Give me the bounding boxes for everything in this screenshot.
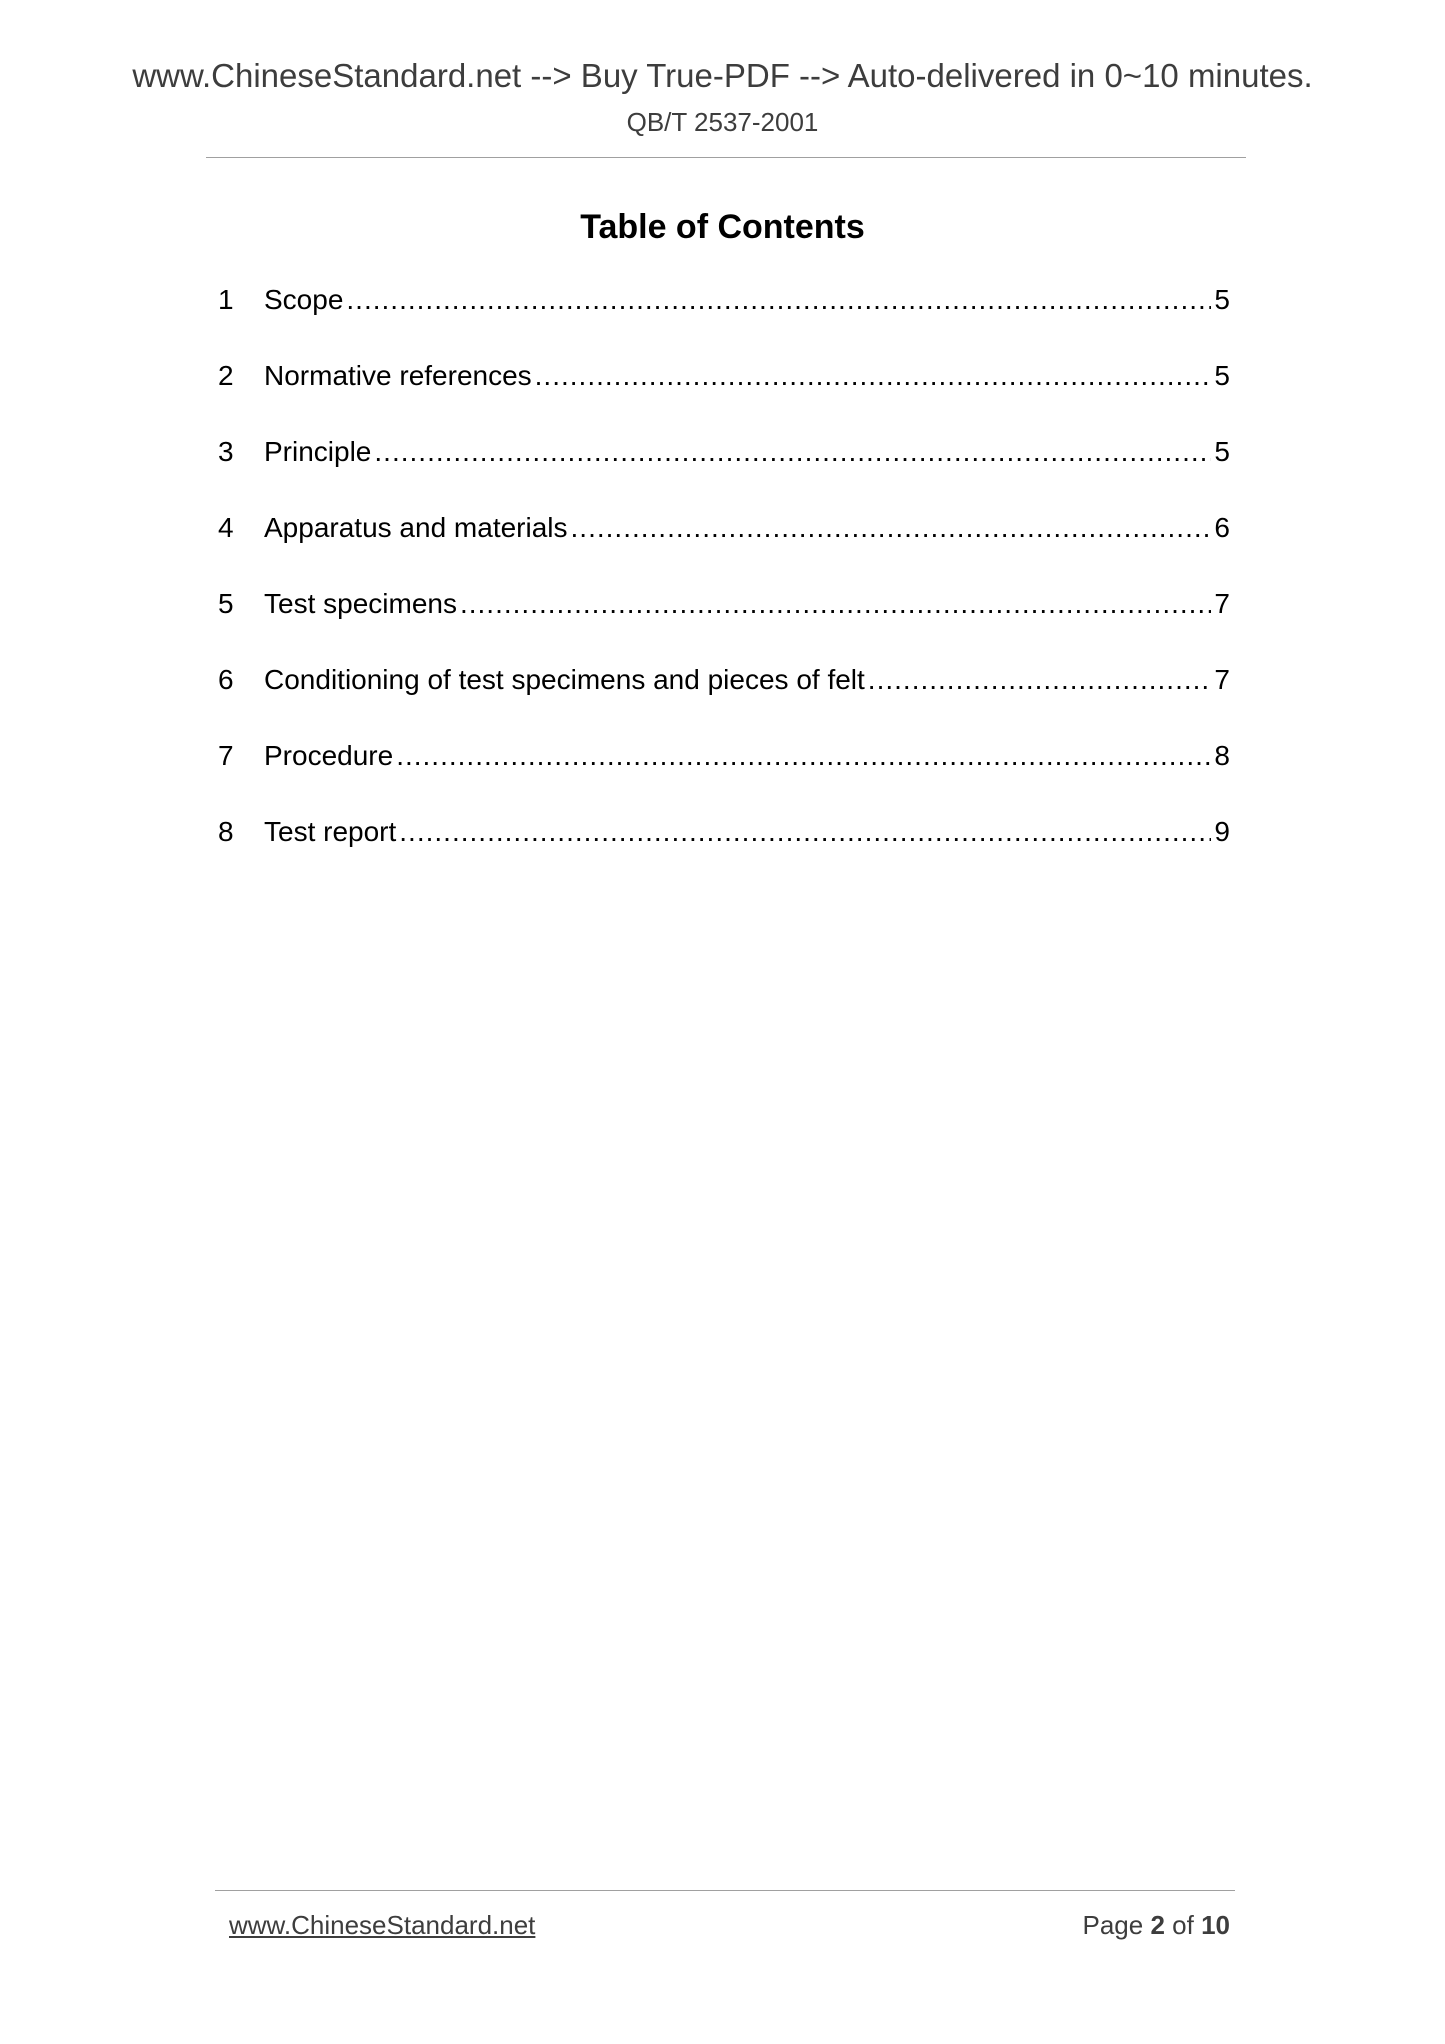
toc-entry-label: Procedure xyxy=(264,740,394,771)
footer-site-link[interactable]: www.ChineseStandard.net xyxy=(229,1910,536,1940)
toc-dot-leader xyxy=(535,359,1212,393)
toc-dot-leader xyxy=(346,283,1211,317)
toc-entry-normative-references[interactable] xyxy=(218,359,1230,435)
toc-dot-leader xyxy=(374,435,1211,469)
toc-entry-page: 5 xyxy=(1214,360,1230,391)
toc-entry-number: 8 xyxy=(218,816,234,847)
toc-entry-page: 9 xyxy=(1214,816,1230,847)
toc-entry-label: Normative references xyxy=(264,360,532,391)
toc-entry-number: 2 xyxy=(218,360,234,391)
page-indicator xyxy=(1082,1909,1230,1941)
standard-code: QB/T 2537-2001 xyxy=(626,107,819,137)
toc-entry-apparatus-and-materials[interactable] xyxy=(218,511,1230,587)
toc-entry-principle[interactable] xyxy=(218,435,1230,511)
toc-dot-leader xyxy=(571,511,1212,545)
toc-entry-procedure[interactable] xyxy=(218,739,1230,815)
toc-entry-page: 8 xyxy=(1214,740,1230,771)
header-banner: www.ChineseStandard.net --> Buy True-PDF --> Auto-delivered in 0~10 minutes. xyxy=(132,57,1313,94)
page-word: Page xyxy=(1082,1910,1144,1940)
toc-entry-page: 6 xyxy=(1214,512,1230,543)
toc-list xyxy=(218,283,1230,891)
toc-entry-number: 6 xyxy=(218,664,234,695)
toc-entry-page: 7 xyxy=(1214,588,1230,619)
footer-divider xyxy=(215,1890,1235,1891)
toc-dot-leader xyxy=(396,739,1211,773)
toc-entry-number: 7 xyxy=(218,740,234,771)
toc-entry-page: 5 xyxy=(1214,284,1230,315)
toc-entry-test-report[interactable] xyxy=(218,815,1230,891)
toc-entry-test-specimens[interactable] xyxy=(218,587,1230,663)
toc-dot-leader xyxy=(868,663,1212,697)
toc-entry-conditioning[interactable] xyxy=(218,663,1230,739)
toc-entry-label: Apparatus and materials xyxy=(264,512,568,543)
toc-entry-page: 5 xyxy=(1214,436,1230,467)
toc-entry-label: Scope xyxy=(264,284,344,315)
toc-entry-number: 5 xyxy=(218,588,234,619)
toc-entry-label: Test report xyxy=(264,816,397,847)
toc-entry-scope[interactable] xyxy=(218,283,1230,359)
toc-entry-label: Principle xyxy=(264,436,372,467)
toc-entry-number: 1 xyxy=(218,284,234,315)
toc-entry-number: 3 xyxy=(218,436,234,467)
toc-entry-page: 7 xyxy=(1214,664,1230,695)
of-word: of xyxy=(1172,1910,1194,1940)
toc-dot-leader xyxy=(460,587,1211,621)
total-pages-number: 10 xyxy=(1201,1910,1230,1940)
toc-entry-number: 4 xyxy=(218,512,234,543)
toc-entry-label: Conditioning of test specimens and pieces of felt xyxy=(264,664,865,695)
toc-dot-leader xyxy=(399,815,1211,849)
toc-title: Table of Contents xyxy=(580,208,865,246)
toc-entry-label: Test specimens xyxy=(264,588,457,619)
current-page-number: 2 xyxy=(1150,1910,1165,1940)
header-divider xyxy=(206,157,1246,158)
